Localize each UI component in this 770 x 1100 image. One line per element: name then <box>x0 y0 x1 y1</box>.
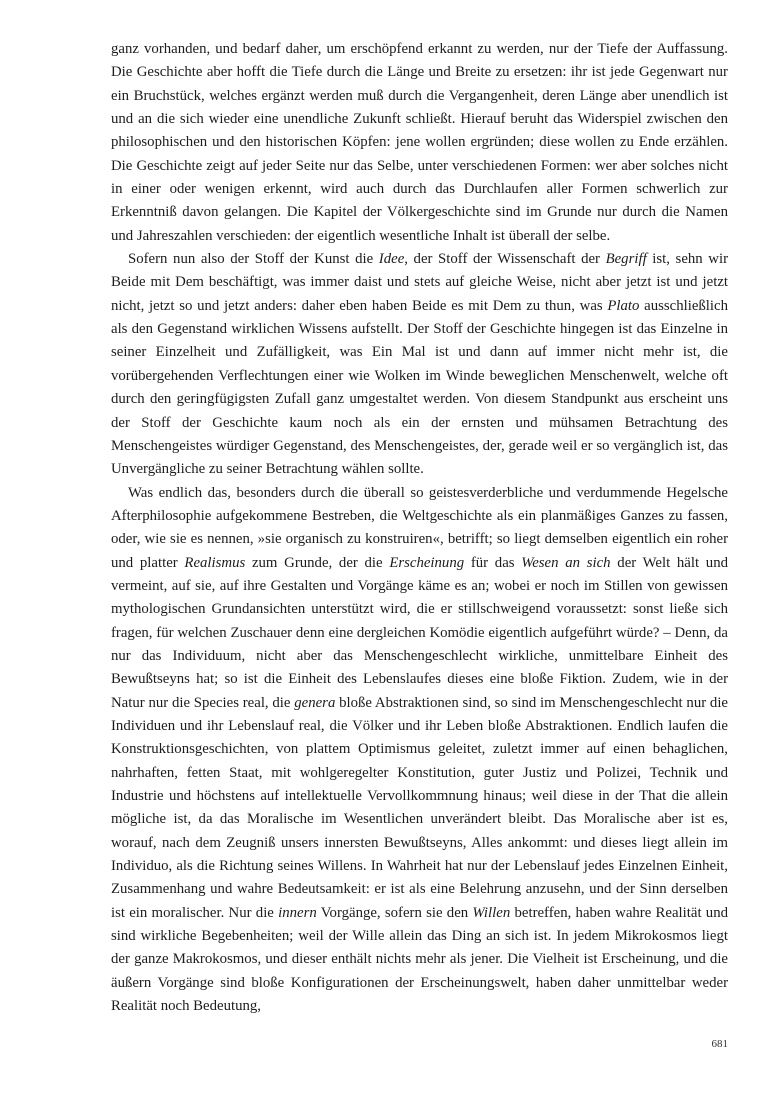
italic-term: Idee <box>378 251 405 268</box>
italic-term: Plato <box>607 297 640 314</box>
text-run: betreffen, haben wahre Realität und sind wirkliche Begebenheiten; weil der Wille allein das Ding an sich ist. In jedem Mikrokosmos liegt der ganze Makrokosmos, und dieser enthält nichts mehr als jener. Die Vielheit ist Erscheinung, und die äußern Vorgänge sind bloße Konfigurationen der Erscheinungswelt, haben daher unmittelbar weder Realität noch Bedeutung, <box>111 904 729 1015</box>
page-number: 681 <box>711 1038 728 1050</box>
italic-term: Realismus <box>184 554 246 571</box>
text-run: ausschließlich als den Gegenstand wirklichen Wissens aufstellt. Der Stoff der Geschichte hingegen ist das Einzelne in seiner Einzelheit und Zufälligkeit, was Ein Mal ist und dann auf immer nicht mehr ist, die vorübergehenden Verflechtungen einer wie Wolken im Winde beweglichen Menschenwelt, welche oft durch den geringfügigsten Zufall ganz umgestaltet werden. Von diesem Standpunkt aus erscheint uns der Stoff der Geschichte kaum noch als ein der ernsten und mühsamen Betrachtung des Menschengeistes würdiger Gegenstand, des Menschengeistes, der, gerade weil er so vergänglich ist, das Unvergängliche zu seiner Betrachtung wählen sollte. <box>111 297 728 478</box>
text-run: ganz vorhanden, und bedarf daher, um erschöpfend erkannt zu werden, nur der Tiefe der Auffassung. Die Geschichte aber hofft die Tiefe durch die Länge und Breite zu ersetzen: ihr ist jede Gegenwart nur ein Bruchstück, welches ergänzt werden muß durch die Vergangenheit, deren Länge aber unendlich ist und an die sich wieder eine unendliche Zukunft schließt. Hierauf beruht das Widerspiel zwischen den philosophischen und den historischen Köpfen: jene wollen ergründen; diese wollen zu Ende erzählen. Die Geschichte zeigt auf jeder Seite nur das Selbe, unter verschiedenen Formen: wer aber solches nicht in einer oder wenigen erkennt, wird auch durch das Durchlaufen aller Formen schwerlich zur Erkenntniß davon gelangen. Die Kapitel der Völkergeschichte sind im Grunde nur durch die Namen und Jahreszahlen verschieden: der eigentlich wesentliche Inhalt ist überall der selbe. <box>111 41 728 244</box>
paragraph <box>111 38 728 248</box>
text-run: zum Grunde, der die <box>245 554 390 571</box>
text-run: Vorgänge, sofern sie den <box>316 904 473 921</box>
text-run: ist, sehn wir Beide mit Dem beschäftigt, was immer daist und stets auf gleiche Weise, nicht aber jetzt ist und jetzt nicht, jetzt so und jetzt anders: daher eben haben Beide es mit Dem zu thun, was <box>111 251 729 314</box>
text-run: Sofern nun also der Stoff der Kunst die <box>128 251 379 268</box>
italic-term: Willen <box>472 904 511 921</box>
page-body-text <box>111 38 728 1018</box>
text-run: Was endlich das, besonders durch die überall so geistesverderbliche und verdummende Hegelsche Afterphilosophie aufgekommene Bestreben, die Weltgeschichte als ein planmäßiges Ganzes zu fassen, oder, wie sie es nennen, »sie organisch zu konstruiren«, betrifft; so liegt demselben eigentlich ein roher und platter <box>111 484 728 571</box>
italic-term: genera <box>294 694 336 711</box>
italic-term: Wesen an sich <box>521 554 611 571</box>
text-run: für das <box>464 554 522 571</box>
paragraph <box>111 248 728 481</box>
text-run: der Welt hält und vermeint, auf sie, auf ihre Gestalten und Vorgänge käme es an; wobei er noch im Stillen von gewissen mythologischen Grundansichten unterstützt wird, die er stillschweigend voraussetzt: sonst ließe sich fragen, für welchen Zuschauer denn eine dergleichen Komödie eigentlich aufgeführt würde? – Denn, da nur das Individuum, nicht aber das Menschengeschlecht wirkliche, unmittelbare Einheit des Bewußtseyns hat; so ist die Einheit des Lebenslaufes dieses eine bloße Fiktion. Zudem, wie in der Natur nur die Species real, die <box>111 554 729 711</box>
text-run: bloße Abstraktionen sind, so sind im Menschengeschlecht nur die Individuen und ihr Lebenslauf real, die Völker und ihr Leben bloße Abstraktionen. Endlich laufen die Konstruktionsgeschichten, von plattem Optimismus geleitet, zuletzt immer auf einen behaglichen, nahrhaften, fetten Staat, mit wohlgeregelter Konstitution, guter Justiz und Polizei, Technik und Industrie und höchstens auf intellektuelle Vervollkommnung hinaus; weil diese in der That die allein mögliche ist, da das Moralische im Wesentlichen unverändert bleibt. Das Moralische aber ist es, worauf, nach dem Zeugniß unsers innersten Bewußtseyns, Alles ankommt: und dieses liegt allein im Individuo, als die Richtung seines Willens. In Wahrheit hat nur der Lebenslauf jedes Einzelnen Einheit, Zusammenhang und wahre Bedeutsamkeit: er ist als eine Belehrung anzusehn, und der Sinn derselben ist ein moralischer. Nur die <box>111 694 728 921</box>
italic-term: Begriff <box>605 251 647 268</box>
italic-term: innern <box>278 904 317 921</box>
text-run: , der Stoff der Wissenschaft der <box>404 251 606 268</box>
italic-term: Erscheinung <box>389 554 465 571</box>
paragraph <box>111 482 728 1019</box>
